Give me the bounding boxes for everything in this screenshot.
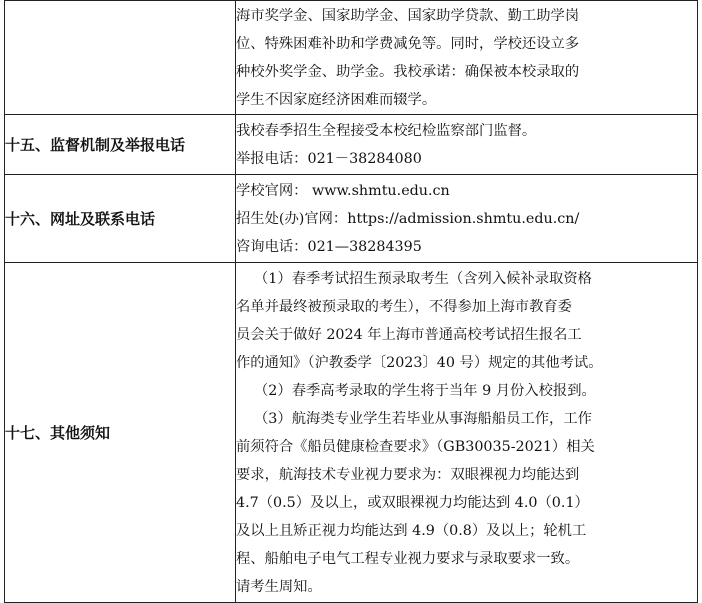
text-line: （1）春季考试招生预录取考生（含列入候补录取资格: [254, 270, 592, 287]
row-heading: 十五、监督机制及举报电话: [5, 115, 236, 175]
text-line: 程、船舶电子电气工程专业视力要求与录取要求一致。: [236, 550, 580, 567]
text-line: 学生不因家庭经济困难而辍学。: [236, 91, 437, 108]
text-line: （2）春季高考录取的学生将于当年 9 月份入校报到。: [254, 382, 596, 399]
text-line: 种校外奖学金、助学金。我校承诺：确保被本校录取的: [236, 63, 580, 80]
text-line: 4.7（0.5）及以上，或双眼裸视力均能达到 4.0（0.1）: [236, 494, 589, 511]
admissions-info-table: [4, 0, 698, 603]
table-row: [5, 263, 698, 603]
text-line: 及以上且矫正视力均能达到 4.9（0.8）及以上；轮机工: [236, 522, 587, 539]
text-line: 名单并最终被预录取的考生），不得参加上海市教育委: [236, 298, 572, 315]
text-line: （3）航海类专业学生若毕业从事海船船员工作，工作: [254, 410, 592, 427]
text-line: 请考生周知。: [236, 578, 322, 595]
text-line: 我校春季招生全程接受本校纪检监察部门监督。: [236, 122, 537, 139]
text-line: 作的通知》（沪教委学〔2023〕40 号）规定的其他考试。: [236, 354, 603, 371]
row-heading: 十六、网址及联系电话: [5, 175, 236, 263]
text-line: 前须符合《船员健康检查要求》（GB30035-2021）相关: [236, 438, 595, 455]
table-row: [5, 1, 698, 115]
row-heading: 十七、其他须知: [5, 263, 236, 603]
text-line: 位、特殊困难补助和学费减免等。同时，学校还设立多: [236, 35, 580, 52]
row-content: [236, 263, 698, 603]
text-line: 学校官网： www.shmtu.edu.cn: [236, 182, 450, 199]
row-content: [236, 1, 698, 115]
table-row: [5, 115, 698, 175]
row-content: [236, 115, 698, 175]
text-line: 要求，航海技术专业视力要求为：双眼裸视力均能达到: [236, 466, 580, 483]
text-line: 举报电话：021－38284080: [236, 150, 422, 167]
text-line: 海市奖学金、国家助学金、国家助学贷款、勤工助学岗: [236, 7, 580, 24]
table-row: [5, 175, 698, 263]
text-line: 咨询电话：021—38284395: [236, 238, 422, 255]
row-heading: [5, 1, 236, 115]
text-line: 员会关于做好 2024 年上海市普通高校考试招生报名工: [236, 326, 582, 343]
text-line: 招生处(办)官网：https://admission.shmtu.edu.cn/: [236, 210, 580, 227]
row-content: [236, 175, 698, 263]
